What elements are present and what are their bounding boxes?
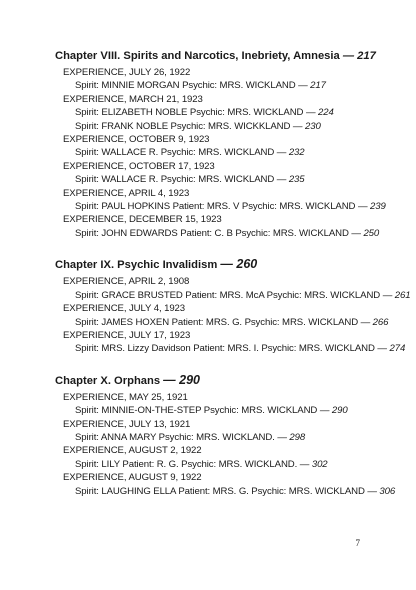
spirit-text: Spirit: LAUGHING ELLA Patient: MRS. G. Psychic: MRS. WICKLAND	[75, 485, 365, 497]
experience-entry: EXPERIENCE, AUGUST 2, 1922	[63, 445, 202, 457]
chapter-heading	[55, 48, 395, 65]
spirit-page-ref: — 274	[377, 343, 406, 355]
spirit-entry	[55, 485, 395, 498]
experience-entry: EXPERIENCE, JULY 4, 1923	[63, 303, 186, 315]
spirit-entry	[55, 431, 395, 444]
spirit-entry	[55, 227, 395, 240]
chapter-heading	[55, 256, 395, 274]
spirit-text: Spirit: JOHN EDWARDS Patient: C. B Psychic: MRS. WICKLAND	[75, 227, 349, 239]
spirit-text: Spirit: FRANK NOBLE Psychic: MRS. WICKKLAND	[75, 120, 291, 132]
spirit-entry	[55, 316, 395, 329]
page-number: 7	[355, 538, 360, 548]
chapter-section	[55, 372, 395, 498]
spirit-text: Spirit: WALLACE R. Psychic: MRS. WICKLAND	[75, 147, 275, 159]
spirit-page-ref: — 230	[292, 120, 321, 132]
spirit-entry	[55, 404, 395, 417]
experience-entry: EXPERIENCE, AUGUST 9, 1922	[63, 472, 202, 484]
spirit-text: Spirit: GRACE BRUSTED Patient: MRS. McA Psychic: MRS. WICKLAND	[75, 289, 381, 301]
spirit-entry	[55, 146, 395, 159]
spirit-entry	[55, 289, 411, 302]
experience-entry: EXPERIENCE, APRIL 4, 1923	[63, 187, 190, 199]
chapter-section	[55, 256, 411, 355]
spirit-text: Spirit: ANNA MARY Psychic: MRS. WICKLAND.	[75, 431, 275, 443]
chapter-title: Chapter VIII. Spirits and Narcotics, Inebriety, Amnesia	[55, 50, 340, 62]
chapter-page-ref: — 290	[163, 372, 201, 387]
spirit-page-ref: — 261	[382, 289, 411, 301]
chapter-section	[55, 48, 395, 240]
spirit-entry	[55, 106, 395, 119]
spirit-entry	[55, 458, 395, 471]
experience-entry: EXPERIENCE, APRIL 2, 1908	[63, 276, 190, 288]
chapter-page-ref: — 260	[220, 257, 258, 272]
experience-entry: EXPERIENCE, DECEMBER 15, 1923	[63, 214, 222, 226]
spirit-page-ref: — 302	[299, 458, 328, 470]
experience-entry: EXPERIENCE, JULY 13, 1921	[63, 418, 191, 430]
spirit-text: Spirit: MRS. Lizzy Davidson Patient: MRS. I. Psychic: MRS. WICKLAND	[75, 343, 375, 355]
spirit-entry	[55, 342, 406, 355]
spirit-text: Spirit: LILY Patient: R. G. Psychic: MRS. WICKLAND.	[75, 458, 298, 470]
experience-entry: EXPERIENCE, JULY 17, 1923	[63, 329, 191, 341]
experience-entry: EXPERIENCE, MARCH 21, 1923	[63, 93, 203, 105]
chapter-page-ref: — 217	[342, 50, 376, 62]
spirit-text: Spirit: MINNIE-ON-THE-STEP Psychic: MRS. WICKLAND	[75, 405, 318, 417]
spirit-page-ref: — 239	[357, 201, 386, 213]
spirit-entry	[55, 79, 395, 92]
experience-entry: EXPERIENCE, JULY 26, 1922	[63, 67, 191, 78]
spirit-page-ref: — 266	[360, 316, 389, 328]
experience-entry: EXPERIENCE, OCTOBER 9, 1923	[63, 134, 210, 146]
table-of-contents	[55, 48, 411, 498]
chapter-heading	[55, 372, 395, 390]
experience-entry: EXPERIENCE, OCTOBER 17, 1923	[63, 160, 215, 172]
spirit-page-ref: — 290	[319, 405, 348, 417]
spirit-text: Spirit: PAUL HOPKINS Patient: MRS. V Psychic: MRS. WICKLAND	[75, 201, 356, 213]
spirit-text: Spirit: MINNIE MORGAN Psychic: MRS. WICKLAND	[75, 80, 296, 92]
spirit-entry	[55, 173, 395, 186]
chapter-title: Chapter X. Orphans	[55, 374, 161, 387]
spirit-entry	[55, 120, 395, 133]
spirit-entry	[55, 200, 395, 213]
spirit-page-ref: — 250	[351, 227, 380, 239]
spirit-page-ref: — 217	[298, 80, 326, 92]
experience-entry: EXPERIENCE, MAY 25, 1921	[63, 391, 188, 403]
spirit-text: Spirit: ELIZABETH NOBLE Psychic: MRS. WICKLAND	[75, 107, 304, 119]
spirit-page-ref: — 298	[277, 431, 306, 443]
spirit-page-ref: — 232	[276, 147, 305, 159]
spirit-text: Spirit: WALLACE R. Psychic: MRS. WICKLAND	[75, 174, 275, 186]
spirit-text: Spirit: JAMES HOXEN Patient: MRS. G. Psychic: MRS. WICKLAND	[75, 316, 359, 328]
spirit-page-ref: — 235	[276, 174, 305, 186]
spirit-page-ref: — 306	[367, 485, 396, 497]
chapter-title: Chapter IX. Psychic Invalidism	[55, 259, 218, 272]
spirit-page-ref: — 224	[305, 107, 334, 119]
